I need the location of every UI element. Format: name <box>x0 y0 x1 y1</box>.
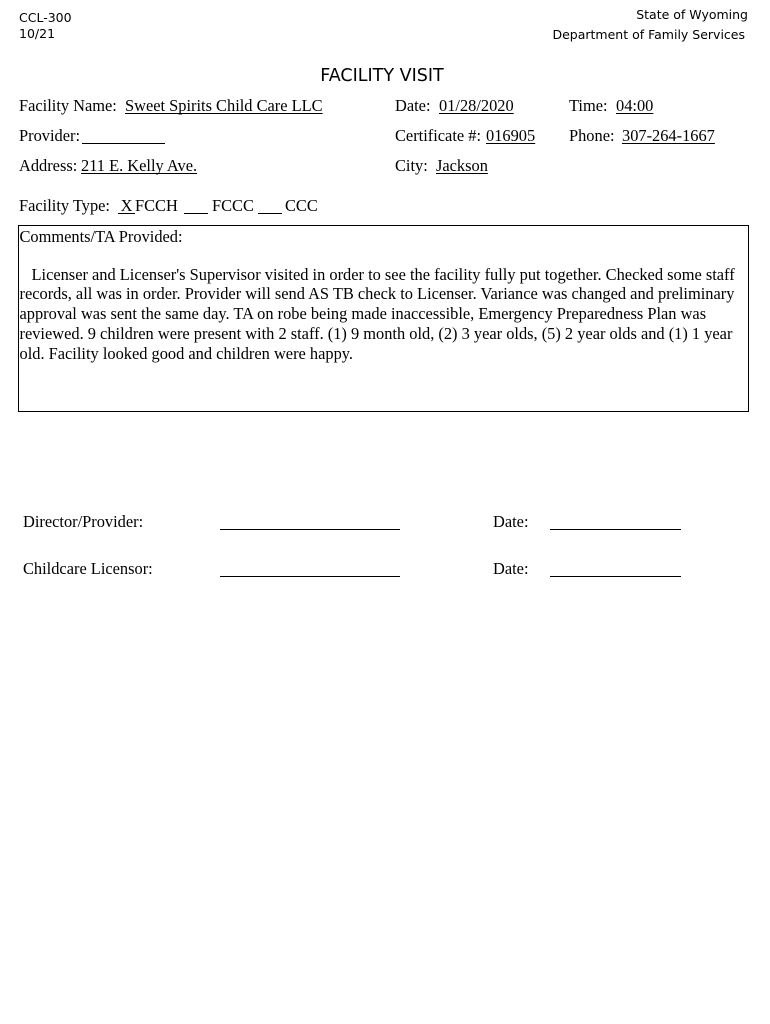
address-value: 211 E. Kelly Ave. <box>81 156 198 175</box>
comments-text <box>20 265 747 364</box>
phone-label: Phone: <box>569 126 615 145</box>
comments-box <box>18 225 749 412</box>
certificate-label: Certificate #: <box>395 126 482 145</box>
childcare-licensor-label: Childcare Licensor: <box>23 559 153 578</box>
comments-line: old. Facility looked good and children were happy. <box>19 343 353 363</box>
certificate-value: 016905 <box>486 126 536 145</box>
licensor-date-label: Date: <box>493 559 529 578</box>
facility-name-label: Facility Name: <box>19 96 117 115</box>
facility-type-label: Facility Type: <box>19 196 110 215</box>
phone-value: 307-264-1667 <box>622 126 715 145</box>
visit-time-value: 04:00 <box>616 96 654 115</box>
director-date-label: Date: <box>493 512 529 531</box>
facility-type-fccc-mark <box>184 196 208 214</box>
director-provider-label: Director/Provider: <box>23 512 144 531</box>
comments-line: records, all was in order. Provider will send AS TB check to Licenser. Variance was changed and preliminary <box>19 284 735 304</box>
provider-blank-line <box>82 126 165 144</box>
facility-type-fcch-mark: X <box>118 196 135 214</box>
city-label: City: <box>395 156 428 175</box>
director-signature-line <box>220 529 400 530</box>
comments-line: approval was sent the same day. TA on robe being made inaccessible, Emergency Preparedness Plan was <box>19 304 707 323</box>
visit-time-label: Time: <box>569 96 608 115</box>
visit-date-label: Date: <box>395 96 431 115</box>
facility-type-fcch-label: FCCH <box>135 196 178 215</box>
facility-type-fccc-label: FCCC <box>212 196 254 215</box>
licensor-signature-line <box>220 576 400 577</box>
provider-label: Provider: <box>19 126 81 145</box>
agency-state: State of Wyoming <box>636 7 748 22</box>
facility-type-ccc-mark <box>258 196 282 214</box>
director-date-line <box>550 529 681 530</box>
comments-line: Licenser and Licenser's Supervisor visited in order to see the facility fully put together. Checked some staff <box>31 264 735 284</box>
licensor-date-line <box>550 576 681 577</box>
facility-name-value: Sweet Spirits Child Care LLC <box>125 96 323 115</box>
facility-type-ccc-label: CCC <box>285 196 318 215</box>
visit-date-value: 01/28/2020 <box>439 96 514 115</box>
agency-department: Department of Family Services <box>552 27 745 42</box>
comments-label: Comments/TA Provided: <box>19 226 183 246</box>
comments-line: reviewed. 9 children were present with 2 staff. (1) 9 month old, (2) 3 year olds, (5) 2 year olds and (1) 1 year <box>19 323 733 343</box>
city-value: Jackson <box>436 156 488 175</box>
page-title: FACILITY VISIT <box>320 66 444 86</box>
address-label: Address: <box>19 156 78 175</box>
form-code: CCL-300 <box>19 10 72 25</box>
form-revision: 10/21 <box>19 26 56 41</box>
